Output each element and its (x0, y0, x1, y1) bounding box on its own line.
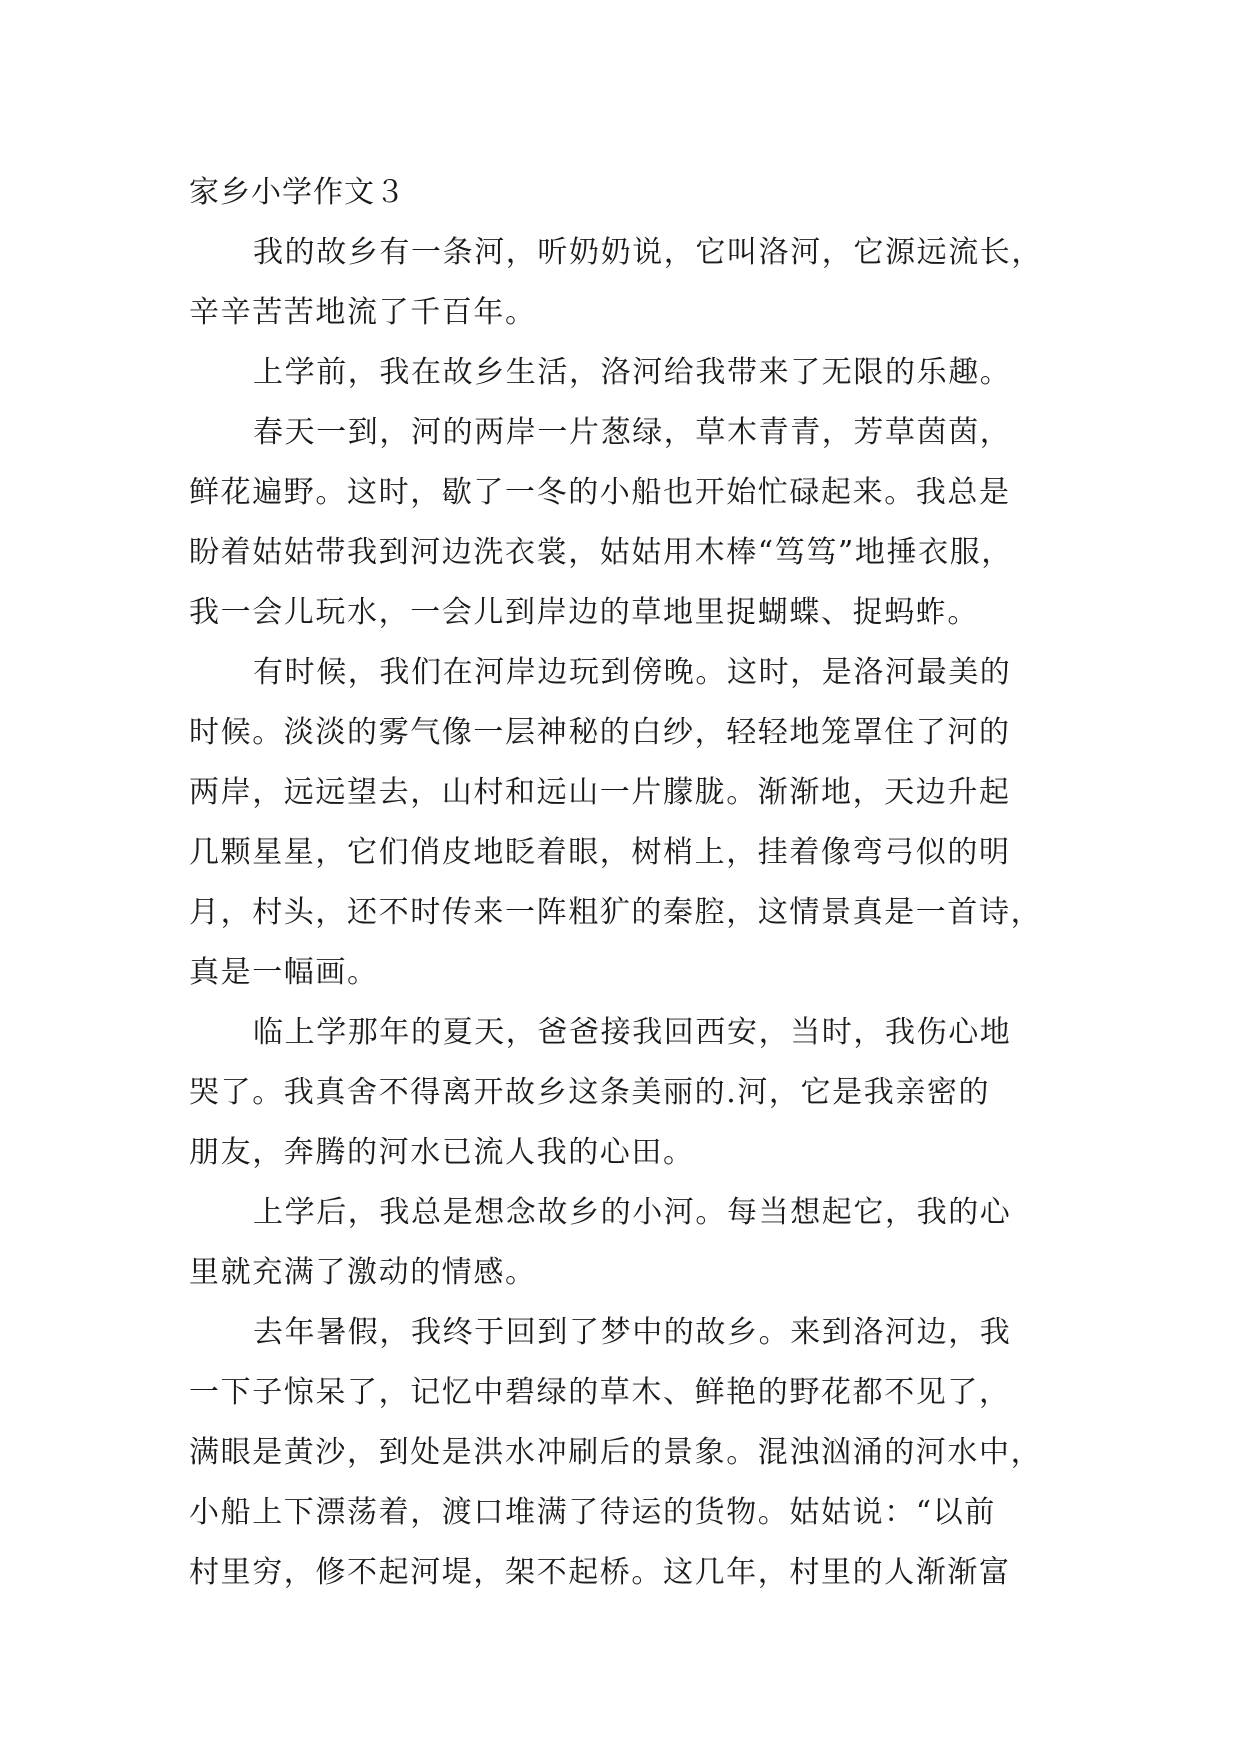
paragraph-line: 临上学那年的夏天，爸爸接我回西安，当时，我伤心地 (253, 1015, 1012, 1050)
paragraph-line: 朋友，奔腾的河水已流人我的心田。 (189, 1135, 695, 1170)
paragraph-line: 上学后，我总是想念故乡的小河。每当想起它，我的心 (253, 1195, 1012, 1230)
paragraph-3 (189, 403, 1059, 643)
document-body (189, 163, 1059, 1603)
document-title: 家乡小学作文３ (189, 175, 406, 210)
paragraph-line: 两岸，远远望去，山村和远山一片朦胧。渐渐地，天边升起 (189, 775, 1011, 810)
paragraph-line: 几颗星星，它们俏皮地眨着眼，树梢上，挂着像弯弓似的明 (189, 835, 1011, 870)
paragraph-2 (189, 343, 1059, 403)
paragraph-line: 我的故乡有一条河，听奶奶说，它叫洛河，它源远流长， (253, 235, 1043, 270)
paragraph-line: 一下子惊呆了，记忆中碧绿的草木、鲜艳的野花都不见了， (189, 1375, 1011, 1410)
paragraph-6 (189, 1183, 1059, 1303)
paragraph-line: 有时候，我们在河岸边玩到傍晚。这时，是洛河最美的 (253, 655, 1012, 690)
paragraph-line: 小船上下漂荡着，渡口堆满了待运的货物。姑姑说：“以前 (189, 1495, 996, 1530)
paragraph-line: 时候。淡淡的雾气像一层神秘的白纱，轻轻地笼罩住了河的 (189, 715, 1011, 750)
paragraph-line: 真是一幅画。 (189, 955, 379, 990)
paragraph-line: 春天一到，河的两岸一片葱绿，草木青青，芳草茵茵， (253, 415, 1012, 450)
paragraph-line: 盼着姑姑带我到河边洗衣裳，姑姑用木棒“笃笃”地捶衣服， (189, 535, 1013, 570)
paragraph-7 (189, 1303, 1059, 1603)
paragraph-line: 辛辛苦苦地流了千百年。 (189, 295, 537, 330)
paragraph-1 (189, 223, 1059, 343)
paragraph-line: 村里穷，修不起河堤，架不起桥。这几年，村里的人渐渐富 (189, 1555, 1011, 1590)
paragraph-line: 上学前，我在故乡生活，洛河给我带来了无限的乐趣。 (253, 355, 1012, 390)
paragraph-line: 满眼是黄沙，到处是洪水冲刷后的景象。混浊汹涌的河水中， (189, 1435, 1043, 1470)
paragraph-4 (189, 643, 1059, 1003)
paragraph-line: 去年暑假，我终于回到了梦中的故乡。来到洛河边，我 (253, 1315, 1012, 1350)
paragraph-line: 里就充满了激动的情感。 (189, 1255, 537, 1290)
paragraph-5 (189, 1003, 1059, 1183)
paragraph-line: 我一会儿玩水，一会儿到岸边的草地里捉蝴蝶、捉蚂蚱。 (189, 595, 979, 630)
paragraph-line: 鲜花遍野。这时，歇了一冬的小船也开始忙碌起来。我总是 (189, 475, 1011, 510)
paragraph-line: 月，村头，还不时传来一阵粗犷的秦腔，这情景真是一首诗， (189, 895, 1043, 930)
paragraph-line: 哭了。我真舍不得离开故乡这条美丽的.河，它是我亲密的 (189, 1075, 991, 1110)
